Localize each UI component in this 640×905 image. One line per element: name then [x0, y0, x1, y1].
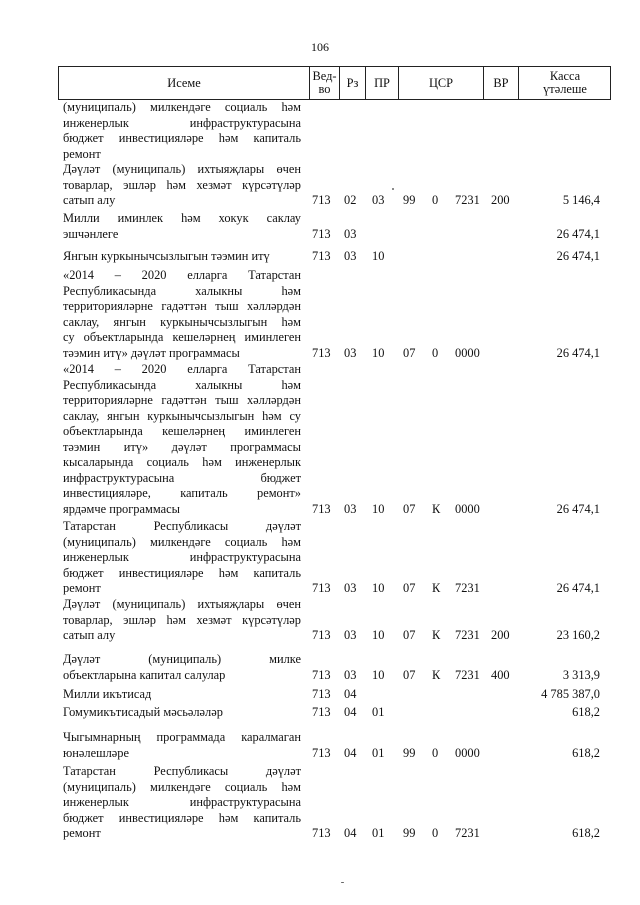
row-name-line: Татарстан Республикасы дәүләт [63, 764, 301, 778]
row-name [63, 211, 301, 242]
row-pr: 10 [372, 667, 385, 682]
row-c2: 0 [432, 745, 439, 760]
row-name [63, 362, 301, 517]
row-name-line: инвестицияләре, капиталь ремонт» [63, 486, 301, 500]
row-name [63, 687, 301, 703]
row-ved: 713 [312, 193, 331, 207]
row-name-line: Дәүләт (муниципаль) ихтыяҗлары өчен [63, 162, 301, 176]
row-pr: 10 [372, 249, 385, 263]
row-name-line: (муниципаль) милкендәге социаль һәм [63, 779, 301, 794]
row-c1: 07 [403, 581, 416, 595]
row-c1: 99 [403, 826, 416, 840]
row-name-line: (муниципаль) милкендәге социаль һәм [63, 100, 301, 114]
row-pr: 03 [372, 193, 385, 207]
row-rz: 03 [344, 226, 357, 241]
row-name [63, 730, 301, 761]
row-c1: 99 [403, 193, 416, 207]
header-csr-label: ЦСР [428, 75, 454, 90]
row-c3: 7231 [455, 628, 480, 642]
row-rz: 02 [344, 193, 357, 207]
row-ved: 713 [312, 705, 331, 719]
row-ved: 713 [312, 628, 331, 642]
row-rz: 04 [344, 826, 357, 840]
row-name-line: ремонт [63, 581, 101, 595]
row-c2: К [432, 501, 441, 516]
page-number: 106 [311, 40, 329, 54]
row-rz: 04 [344, 705, 357, 719]
row-c3: 0000 [455, 745, 480, 760]
row-c3: 0000 [455, 345, 480, 360]
row-name [63, 162, 301, 209]
scan-speck [392, 188, 394, 190]
row-rz: 04 [344, 687, 357, 701]
row-pr: 10 [372, 628, 385, 642]
row-name-line: инфраструктурасына бюджет [63, 470, 301, 485]
row-c1: 07 [403, 345, 416, 360]
row-name-line: кысаларында социаль һәм инженерлык [63, 455, 301, 469]
row-ved: 713 [312, 226, 331, 241]
row-sum: 26 474,1 [556, 226, 600, 241]
row-vr: 200 [491, 193, 510, 207]
row-name-line: ярдәмче программасы [63, 501, 180, 516]
row-name-line: объектларына капитал салулар [63, 667, 226, 682]
row-c2: 0 [432, 826, 439, 840]
row-ved: 713 [312, 826, 331, 840]
row-name-line: инженерлык инфраструктурасына [63, 795, 301, 809]
row-ved: 713 [312, 745, 331, 760]
row-sum: 618,2 [572, 705, 600, 719]
row-sum: 26 474,1 [556, 249, 600, 263]
row-name-line: товарлар, эшләр һәм хезмәт күрсәтүләр [63, 612, 301, 627]
row-name-line: (муниципаль) милкендәге социаль һәм [63, 534, 301, 549]
row-name-line: саклау, янгын куркынычсызлыгын һәм су [63, 408, 301, 423]
header-ved [309, 67, 339, 99]
row-name-line: сатып алу [63, 193, 116, 207]
row-name-line: эшчәнлеге [63, 226, 119, 241]
row-name [63, 249, 301, 265]
row-name [63, 705, 301, 721]
row-sum: 26 474,1 [556, 501, 600, 516]
row-name [63, 597, 301, 644]
row-sum: 23 160,2 [556, 628, 600, 642]
row-c2: 0 [432, 193, 439, 207]
row-ved: 713 [312, 501, 331, 516]
row-pr: 10 [372, 501, 385, 516]
header-ved-line1: Вед- [312, 69, 337, 83]
row-name [63, 268, 301, 361]
row-rz: 03 [344, 501, 357, 516]
row-name-line: «2014 – 2020 елларга Татарстан [63, 268, 301, 282]
row-name-line: Республикасында халыкны һәм [63, 377, 301, 392]
row-name-line: юнәлешләре [63, 745, 129, 760]
row-name-line: территорияләрне гадәттән тыш хәлләрдән [63, 393, 301, 407]
row-name-line: тәэмин итү» дәүләт программасы [63, 439, 301, 454]
header-pr-label: ПР [374, 75, 390, 90]
row-name-line: Республикасында халыкны һәм [63, 283, 301, 298]
row-name-line: Милли иминлек һәм хокук саклау [63, 211, 301, 225]
row-name-line: Милли икътисад [63, 687, 152, 701]
row-name-line: инженерлык инфраструктурасына [63, 550, 301, 564]
row-c1: 07 [403, 628, 416, 642]
header-name-label: Исеме [167, 75, 201, 90]
header-sum-line2: үтәлеше [543, 82, 587, 96]
row-pr: 01 [372, 705, 385, 719]
header-rz [339, 67, 365, 99]
row-name-line: бюджет инвестицияләре һәм капиталь [63, 131, 301, 145]
row-name-line: Дәүләт (муниципаль) милке [63, 652, 301, 666]
row-sum: 618,2 [572, 745, 600, 760]
row-c3: 7231 [455, 826, 480, 840]
row-rz: 03 [344, 345, 357, 360]
row-sum: 26 474,1 [556, 581, 600, 595]
row-rz: 03 [344, 628, 357, 642]
row-name-line: су объектларында кешеләрнең иминлеген [63, 330, 301, 344]
row-pr: 01 [372, 826, 385, 840]
row-c3: 7231 [455, 193, 480, 207]
header-vr [483, 67, 518, 99]
row-c2: К [432, 581, 441, 595]
row-name-line: Янгын куркынычсызлыгын тәэмин итү [63, 249, 270, 263]
row-name-line: инженерлык инфраструктурасына [63, 115, 301, 130]
row-rz: 03 [344, 581, 357, 595]
row-name-line: территорияләрне гадәттән тыш хәлләрдән [63, 299, 301, 313]
row-sum: 26 474,1 [556, 345, 600, 360]
row-name-line: Гомумикътисадый мәсьәләләр [63, 705, 223, 719]
row-ved: 713 [312, 345, 331, 360]
header-sum-line1: Касса [549, 69, 581, 83]
row-name-line: ремонт [63, 826, 101, 840]
header-sum [518, 67, 611, 99]
row-rz: 03 [344, 667, 357, 682]
row-c3: 7231 [455, 581, 480, 595]
row-c1: 07 [403, 501, 416, 516]
row-sum: 5 146,4 [562, 193, 600, 207]
row-pr: 10 [372, 345, 385, 360]
header-pr [365, 67, 398, 99]
header-name [59, 67, 309, 99]
row-name [63, 764, 301, 842]
row-name [63, 652, 301, 683]
row-name [63, 100, 301, 162]
row-rz: 03 [344, 249, 357, 263]
row-name-line: бюджет инвестицияләре һәм капиталь [63, 565, 301, 580]
row-c2: К [432, 628, 441, 642]
header-csr [398, 67, 483, 99]
row-c3: 0000 [455, 501, 480, 516]
row-name-line: «2014 – 2020 елларга Татарстан [63, 362, 301, 376]
row-c2: 0 [432, 345, 439, 360]
row-ved: 713 [312, 667, 331, 682]
scan-speck [341, 882, 344, 883]
row-c3: 7231 [455, 667, 480, 682]
row-ved: 713 [312, 687, 331, 701]
row-vr: 400 [491, 667, 510, 682]
row-name-line: объектларында кешеләрнең иминлеген [63, 424, 301, 438]
row-name-line: ремонт [63, 146, 101, 161]
row-name-line: тәэмин итү» дәүләт программасы [63, 345, 240, 360]
row-name-line: бюджет инвестицияләре һәм капиталь [63, 810, 301, 825]
header-ved-line2: во [318, 82, 331, 96]
row-name-line: Чыгымнарның программада каралмаган [63, 730, 301, 744]
row-name-line: товарлар, эшләр һәм хезмәт күрсәтүләр [63, 177, 301, 192]
row-pr: 01 [372, 745, 385, 760]
row-sum: 4 785 387,0 [541, 687, 600, 701]
row-c1: 07 [403, 667, 416, 682]
row-ved: 713 [312, 249, 331, 263]
row-name [63, 519, 301, 597]
header-rz-label: Рз [346, 75, 359, 90]
row-c2: К [432, 667, 441, 682]
row-rz: 04 [344, 745, 357, 760]
row-sum: 3 313,9 [562, 667, 600, 682]
table-header [58, 66, 611, 100]
row-ved: 713 [312, 581, 331, 595]
row-name-line: Татарстан Республикасы дәүләт [63, 519, 301, 533]
row-name-line: саклау, янгын куркынычсызлыгын һәм [63, 314, 301, 329]
row-c1: 99 [403, 745, 416, 760]
row-vr: 200 [491, 628, 510, 642]
row-sum: 618,2 [572, 826, 600, 840]
row-name-line: сатып алу [63, 628, 116, 642]
row-name-line: Дәүләт (муниципаль) ихтыяҗлары өчен [63, 597, 301, 611]
header-vr-label: ВР [493, 75, 509, 90]
row-pr: 10 [372, 581, 385, 595]
